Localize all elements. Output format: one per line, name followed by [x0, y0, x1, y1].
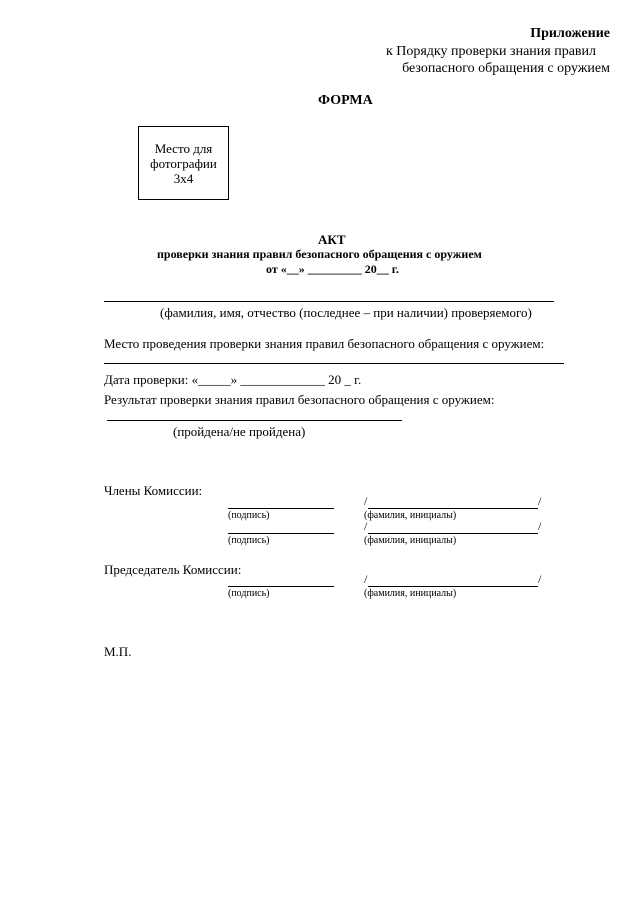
- place-line: [104, 363, 564, 364]
- photo-placeholder-text: Место для фотографии 3х4: [150, 140, 217, 186]
- member-1-signature-line: [228, 508, 334, 509]
- chairman-slash-right: /: [538, 572, 542, 586]
- act-subtitle: проверки знания правил безопасного обращения с оружием: [157, 247, 482, 261]
- result-label: Результат проверки знания правил безопасного обращения с оружием:: [104, 392, 495, 407]
- place-label: Место проведения проверки знания правил безопасного обращения с оружием:: [104, 336, 545, 351]
- appendix-line-2: безопасного обращения с оружием: [402, 61, 610, 76]
- member-1-name-caption: (фамилия, инициалы): [364, 510, 457, 521]
- member-1-name-line: [368, 508, 538, 509]
- form-label: ФОРМА: [318, 93, 373, 108]
- result-caption: (пройдена/не пройдена): [173, 424, 306, 439]
- result-line: [107, 420, 402, 421]
- name-caption: (фамилия, имя, отчество (последнее – при наличии) проверяемого): [160, 305, 532, 320]
- member-2-slash-left: /: [364, 519, 368, 533]
- member-1-slash-left: /: [364, 494, 368, 508]
- stamp-label: М.П.: [104, 644, 132, 659]
- member-2-signature-caption: (подпись): [228, 535, 270, 546]
- act-title: АКТ: [318, 232, 346, 247]
- chairman-signature-line: [228, 586, 334, 587]
- chairman-name-caption: (фамилия, инициалы): [364, 588, 457, 599]
- act-date-line: от «__» _________ 20__ г.: [266, 262, 399, 276]
- member-2-signature-line: [228, 533, 334, 534]
- member-1-signature-caption: (подпись): [228, 510, 270, 521]
- photo-placeholder: [138, 126, 229, 200]
- chairman-label: Председатель Комиссии:: [104, 562, 242, 577]
- member-2-name-line: [368, 533, 538, 534]
- chairman-slash-left: /: [364, 572, 368, 586]
- name-line: [104, 301, 554, 302]
- appendix-title: Приложение: [530, 26, 610, 41]
- chairman-signature-caption: (подпись): [228, 588, 270, 599]
- check-date-label: Дата проверки: «_____» _____________ 20 _ г.: [104, 372, 362, 387]
- member-1-slash-right: /: [538, 494, 542, 508]
- chairman-name-line: [368, 586, 538, 587]
- member-2-name-caption: (фамилия, инициалы): [364, 535, 457, 546]
- appendix-line-1: к Порядку проверки знания правил: [385, 44, 596, 59]
- member-2-slash-right: /: [538, 519, 542, 533]
- members-label: Члены Комиссии:: [104, 483, 203, 498]
